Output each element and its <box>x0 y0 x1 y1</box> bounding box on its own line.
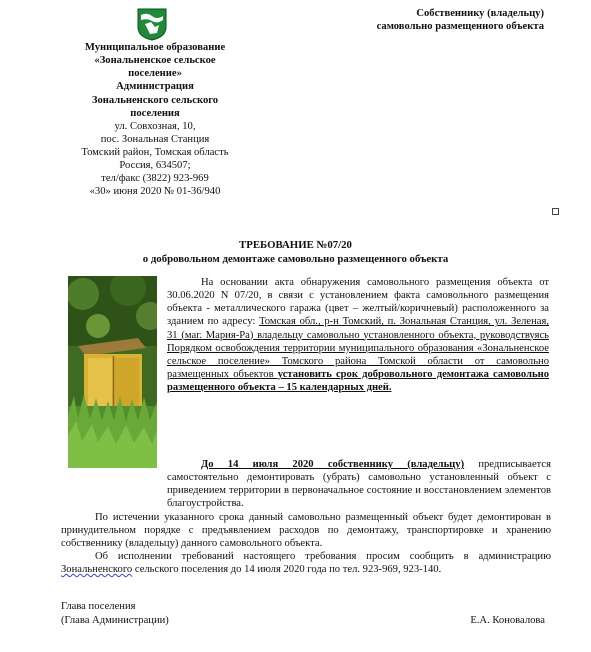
recipient-block <box>377 7 544 33</box>
sender-phone: тел/факс (3822) 923-969 <box>101 173 209 185</box>
p2-deadline: До 14 июля 2020 собственнику (владельцу) <box>201 459 465 470</box>
sender-block <box>40 41 270 199</box>
recipient-line-1: Собственнику (владельцу) <box>416 8 544 19</box>
body-paragraph-3: По истечении указанного срока данный самовольно размещенный объект будет демонтирован в принудительном порядке с предъявлением расходов по демонтажу, транспортировке и хранению собственнику (владельцу) данного самовольного объекта. <box>61 511 551 549</box>
p1-deadline-statement: установить срок добровольного демонтажа самовольно размещенного объекта – 15 календарных дней. <box>167 368 549 393</box>
document-title <box>0 238 591 266</box>
p4-text-a: Об исполнении требований настоящего требования просим сообщить в администрацию <box>95 550 551 562</box>
sender-org-4: Администрация <box>116 81 194 93</box>
sender-org-6: поселения <box>130 107 180 119</box>
sender-org-5: Зональненского сельского <box>91 94 219 106</box>
body-paragraph-1 <box>167 276 549 394</box>
p1-rules-reference: Порядком освобождения территории муниципального образования «Зональненское сельское поселение» <box>167 342 549 367</box>
p1-text-c: Томского района Томской области от самовольно размещенных объектов <box>167 355 549 380</box>
sender-org-1: Муниципальное образование <box>84 42 226 53</box>
p1-object-address: Томская обл., р-н Томский, п. Зональная Станция, ул. Зеленая, 31 (маг. Мария-Ра) <box>167 316 549 341</box>
signature-position <box>61 600 169 629</box>
p4-settlement-name: Зональненского <box>61 564 133 575</box>
title-subtitle: о добровольном демонтаже самовольно размещенного объекта <box>142 253 449 266</box>
sender-address-4: Россия, 634507; <box>119 160 191 172</box>
coat-of-arms-icon <box>137 8 167 41</box>
signature-name: Е.А. Коновалова <box>470 615 545 626</box>
body-paragraph-4 <box>61 550 551 576</box>
p1-text-a: На основании акта обнаружения самовольного размещения объекта от 30.06.2020 N 07/20, в связи с установлением факта самовольного размещения объекта - металлического гаража (цвет – желтый/коричневый) расположенного за зданием по адресу: <box>167 277 549 328</box>
sender-address-2: пос. Зональная Станция <box>100 133 210 145</box>
sender-date-number: «30» июня 2020 № 01-36/940 <box>89 186 221 198</box>
body-paragraph-2 <box>61 458 551 511</box>
p2-text: предписывается самостоятельно демонтировать (убрать) самовольно установленный объект с приведением территории в первоначальное состояние и восстановлением элементов благоустройства. <box>167 459 551 510</box>
title-main: ТРЕБОВАНИЕ №07/20 <box>239 239 352 251</box>
signature-position-1: Глава поселения <box>61 601 136 612</box>
anchor-marker <box>552 208 559 215</box>
p1-text-b: владельцу самовольно установленного объекта, руководствуясь <box>253 329 549 341</box>
sender-org-2: «Зональненское сельское <box>94 55 216 67</box>
sender-org-3: поселение» <box>128 68 182 80</box>
signature-position-2: (Глава Администрации) <box>61 615 169 627</box>
recipient-line-2: самовольно размещенного объекта <box>376 21 544 33</box>
sender-address-3: Томский район, Томская область <box>81 147 229 158</box>
garage-photo <box>68 276 157 468</box>
sender-address-1: ул. Совхозная, 10, <box>114 120 196 132</box>
p4-text-b: сельского поселения до 14 июля 2020 года по тел. 923-969, 923-140. <box>132 564 442 575</box>
body-main <box>61 458 551 576</box>
